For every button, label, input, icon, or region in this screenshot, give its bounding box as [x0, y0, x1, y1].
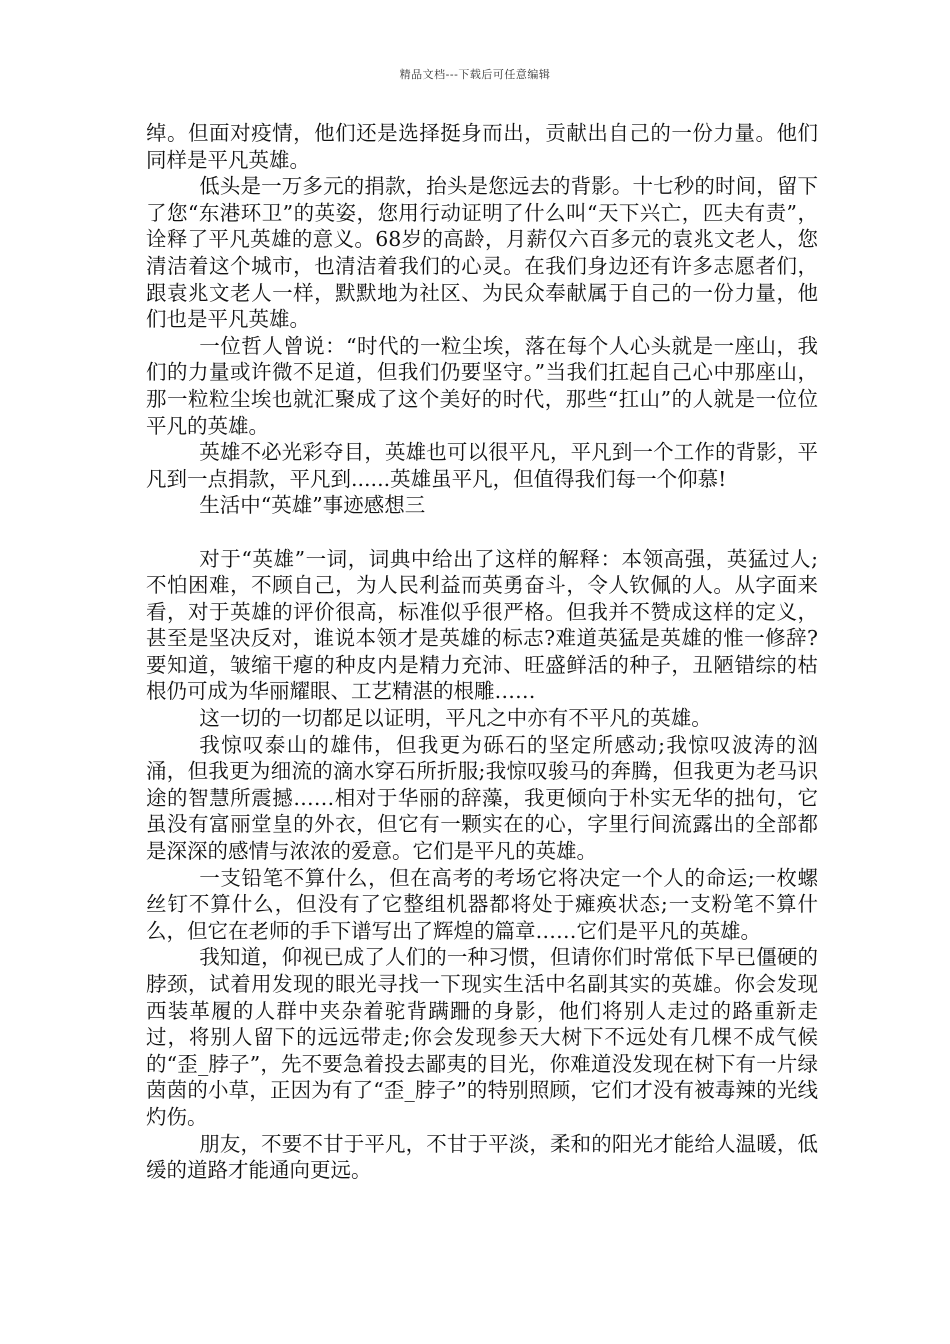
paragraph-continuation: 绰。但面对疫情，他们还是选择挺身而出，贡献出自己的一份力量。他们同样是平凡英雄。: [146, 121, 818, 172]
paragraph: 对于“英雄”一词，词典中给出了这样的解释：本领高强，英猛过人;不怕困难，不顾自己，为人民利益而英勇奋斗，令人钦佩的人。从字面来看，对于英雄的评价很高，标准似乎很严格。但我并不赞成这样的定义，甚至是坚决反对，谁说本领才是英雄的标志?难道英猛是英雄的惟一修辞?要知道，皱缩干瘪的种皮内是精力充沛、旺盛鲜活的种子，丑陋错综的枯根仍可成为华丽耀眼、工艺精湛的根雕……: [146, 546, 818, 704]
paragraph: 英雄不必光彩夺目，英雄也可以很平凡，平凡到一个工作的背影，平凡到一点捐款，平凡到......英雄虽平凡，但值得我们每一个仰慕!: [146, 440, 818, 491]
paragraph: 我惊叹泰山的雄伟，但我更为砾石的坚定所感动;我惊叹波涛的汹涌，但我更为细流的滴水穿石所折服;我惊叹骏马的奔腾，但我更为老马识途的智慧所震撼……相对于华丽的辞藻，我更倾向于朴实无华的拙句，它虽没有富丽堂皇的外衣，但它有一颗实在的心，字里行间流露出的全部都是深深的感情与浓浓的爱意。它们是平凡的英雄。: [146, 732, 818, 864]
paragraph: 朋友，不要不甘于平凡，不甘于平淡，柔和的阳光才能给人温暖，低缓的道路才能通向更远。: [146, 1131, 818, 1183]
page-header: 精品文档---下载后可任意编辑: [399, 68, 551, 81]
section-heading: 生活中“英雄”事迹感想三: [199, 493, 426, 518]
paragraph: 低头是一万多元的捐款，抬头是您远去的背影。十七秒的时间，留下了您“东港环卫”的英姿，您用行动证明了什么叫“天下兴亡，匹夫有责”，诠释了平凡英雄的意义。68岁的高龄，月薪仅六百多元的袁兆文老人，您清洁着这个城市，也清洁着我们的心灵。在我们身边还有许多志愿者们，跟袁兆文老人一样，默默地为社区、为民众奉献属于自己的一份力量，他们也是平凡英雄。: [146, 174, 818, 332]
document-body: [146, 120, 818, 1184]
paragraph: 一支铅笔不算什么，但在高考的考场它将决定一个人的命运;一枚螺丝钉不算什么，但没有了它整组机器都将处于瘫痪状态;一支粉笔不算什么，但它在老师的手下谱写出了辉煌的篇章……它们是平凡的英雄。: [146, 865, 818, 943]
paragraph: 这一切的一切都足以证明，平凡之中亦有不平凡的英雄。: [199, 706, 712, 731]
paragraph: 一位哲人曾说：“时代的一粒尘埃，落在每个人心头就是一座山，我们的力量或许微不足道，但我们仍要坚守。”当我们扛起自己心中那座山，那一粒粒尘埃也就汇聚成了这个美好的时代，那些“扛山”的人就是一位位平凡的英雄。: [146, 333, 818, 438]
paragraph: 我知道，仰视已成了人们的一种习惯，但请你们时常低下早已僵硬的脖颈，试着用发现的眼光寻找一下现实生活中名副其实的英雄。你会发现西装革履的人群中夹杂着驼背蹒跚的身影，他们将别人走过的路重新走过，将别人留下的远远带走;你会发现参天大树下不远处有几棵不成气候的“歪_脖子”，先不要急着投去鄙夷的目光，你难道没发现在树下有一片绿茵茵的小草，正因为有了“歪_脖子”的特别照顾，它们才没有被毒辣的光线灼伤。: [146, 945, 818, 1129]
blank-line: [146, 519, 818, 546]
